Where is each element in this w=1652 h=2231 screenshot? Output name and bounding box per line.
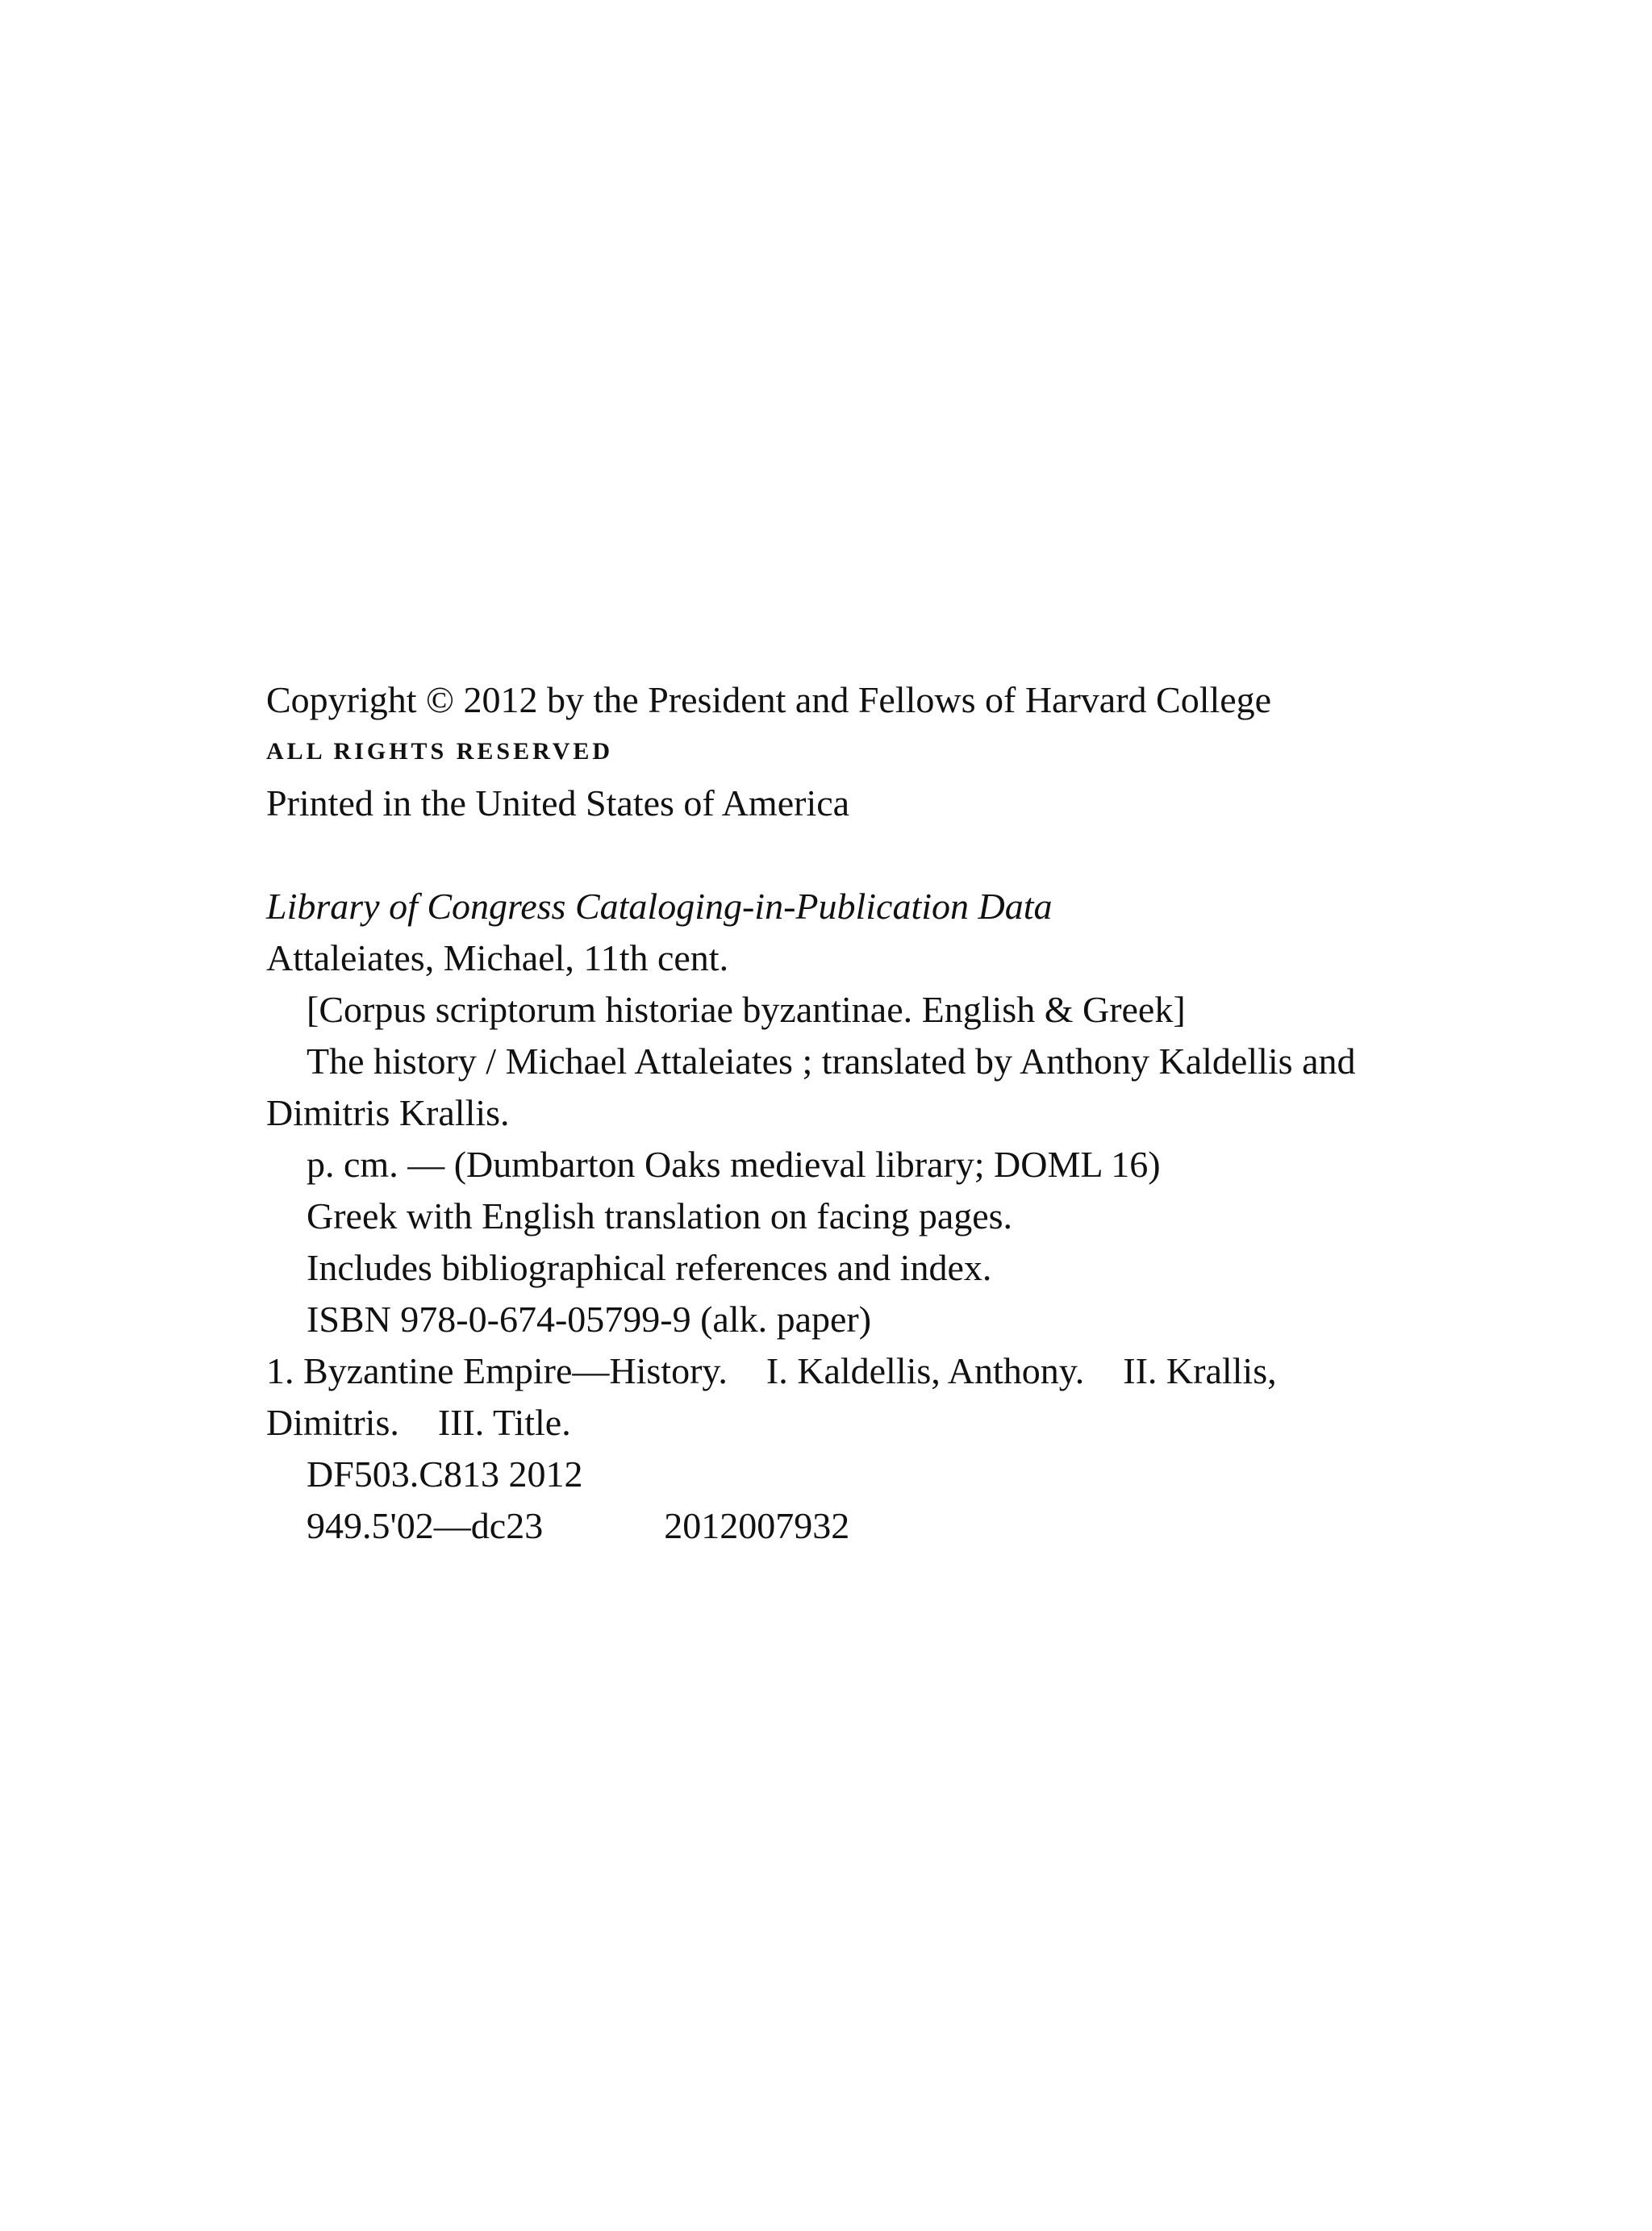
cip-added-entry-1: I. Kaldellis, Anthony.: [766, 1350, 1085, 1391]
cip-added-entry-2: II. Krallis,: [1123, 1350, 1277, 1391]
rights-reserved: ALL RIGHTS RESERVED: [266, 738, 614, 765]
cip-lccn: 2012007932: [664, 1505, 850, 1546]
cip-added-entry-2-cont: Dimitris.: [266, 1402, 399, 1443]
cip-added-entry-3: III. Title.: [437, 1402, 571, 1443]
cip-subjects-line-1: [266, 1345, 1436, 1397]
cip-dewey: 949.5'02—dc23: [307, 1505, 544, 1546]
cip-physical: p. cm. — (Dumbarton Oaks medieval library; DOML 16): [307, 1144, 1161, 1185]
cip-lc-class: DF503.C813 2012: [307, 1453, 583, 1495]
printed-in: Printed in the United States of America: [266, 782, 850, 824]
cip-subjects-line-2: [266, 1397, 1436, 1449]
cip-note-bibliography: Includes bibliographical references and index.: [307, 1247, 992, 1288]
cip-isbn: ISBN 978-0-674-05799-9 (alk. paper): [307, 1299, 872, 1340]
copyright-notice: Copyright © 2012 by the President and Fellows of Harvard College: [266, 679, 1272, 720]
cip-author: Attaleiates, Michael, 11th cent.: [266, 937, 729, 978]
cip-subject-1: 1. Byzantine Empire—History.: [266, 1350, 728, 1391]
cip-dewey-line: [266, 1500, 1436, 1552]
copyright-block: [266, 674, 1436, 1552]
cip-heading: Library of Congress Cataloging-in-Publication Data: [266, 886, 1053, 927]
cip-note-language: Greek with English translation on facing pages.: [307, 1195, 1013, 1236]
cip-title-line-2: Dimitris Krallis.: [266, 1092, 510, 1133]
cip-title-line-1: The history / Michael Attaleiates ; translated by Anthony Kaldellis and: [307, 1040, 1356, 1082]
section-gap: [266, 829, 1436, 881]
cip-uniform-title: [Corpus scriptorum historiae byzantinae. English & Greek]: [307, 989, 1186, 1030]
